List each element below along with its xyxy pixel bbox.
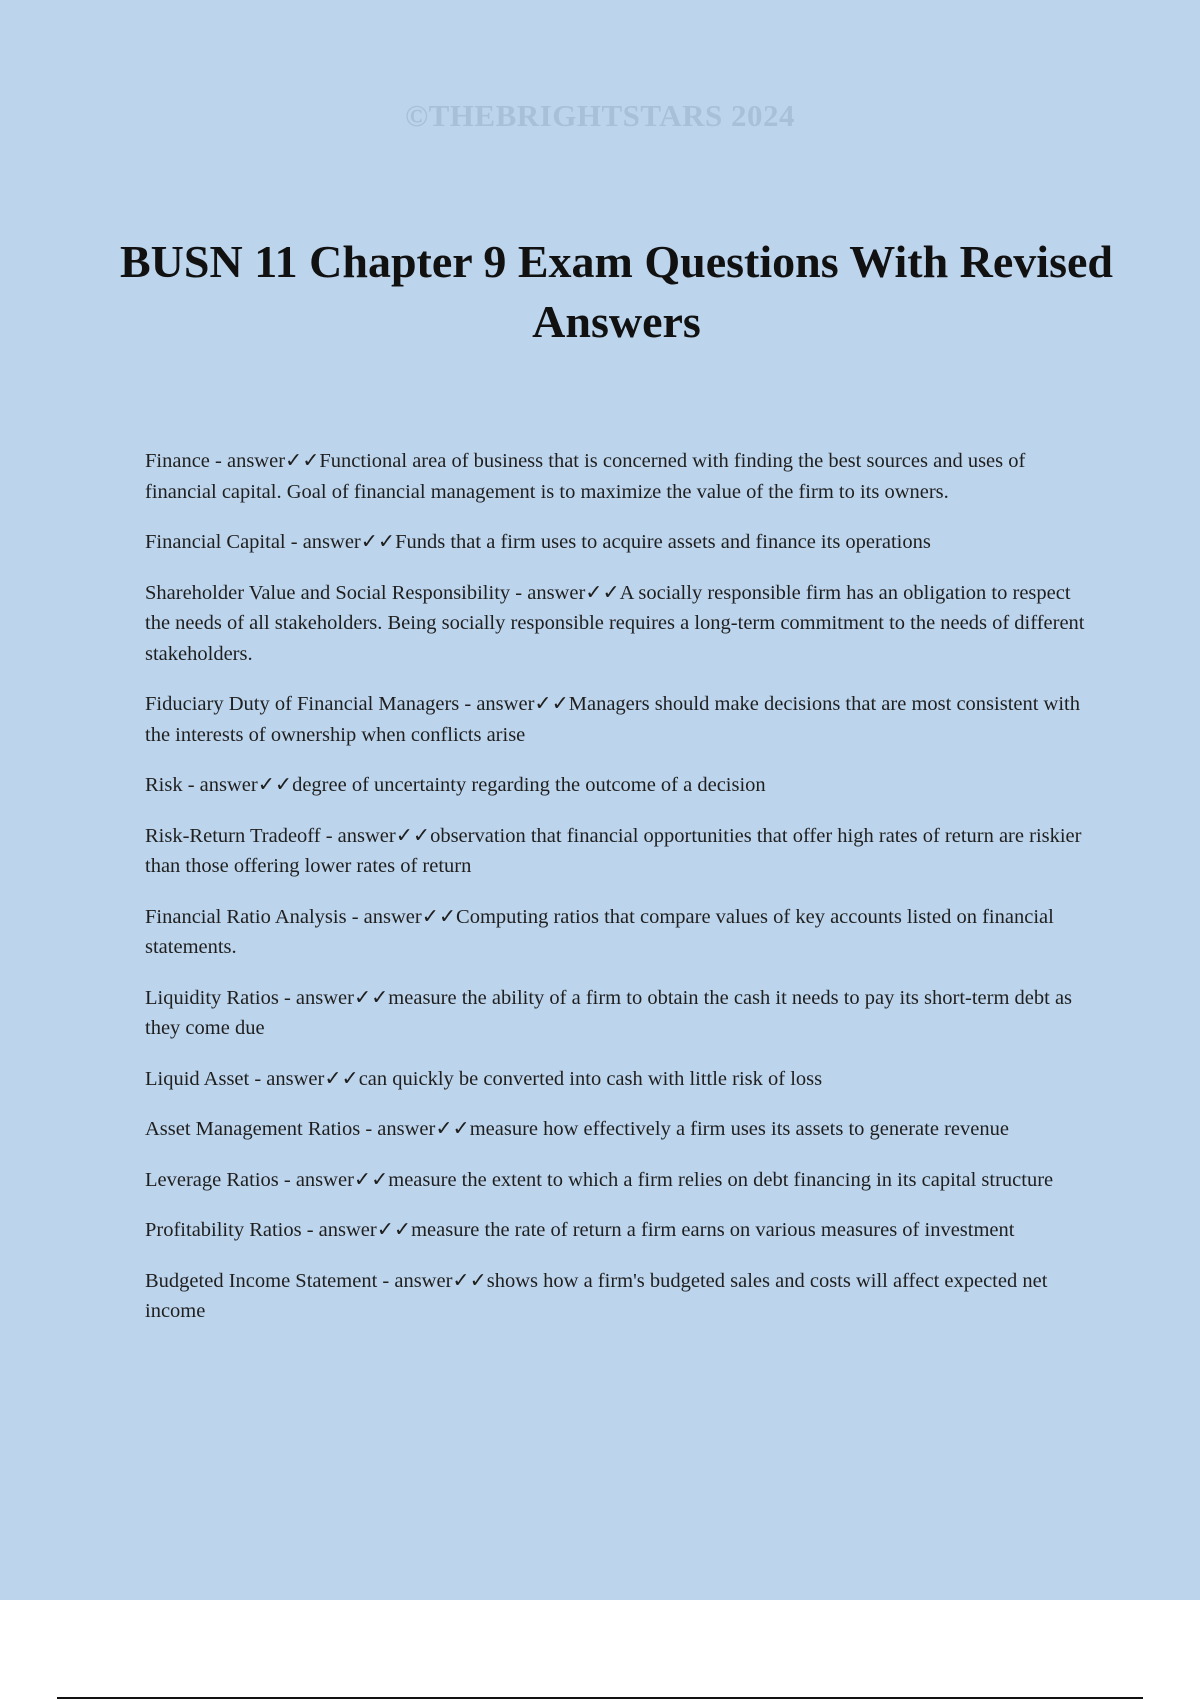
qa-item: Asset Management Ratios - answer✓✓measure how effectively a firm uses its assets to generate revenue (145, 1118, 1009, 1140)
footer-divider (57, 1697, 1143, 1699)
document-title: BUSN 11 Chapter 9 Exam Questions With Revised Answers (120, 236, 1113, 347)
qa-item: Risk - answer✓✓degree of uncertainty regarding the outcome of a decision (145, 774, 766, 796)
qa-item: Leverage Ratios - answer✓✓measure the extent to which a firm relies on debt financing in its capital structure (145, 1168, 1054, 1191)
qa-list (145, 446, 1090, 1347)
qa-item: Fiduciary Duty of Financial Managers - answer✓✓Managers should make decisions that are most consistent with the interests of ownership when conflicts arise (145, 693, 1081, 746)
qa-item: Liquidity Ratios - answer✓✓measure the ability of a firm to obtain the cash it needs to pay its short-term debt as they come due (145, 986, 1073, 1039)
qa-item: Financial Ratio Analysis - answer✓✓Computing ratios that compare values of key accounts listed on financial statements. (145, 905, 1054, 958)
qa-item: Risk-Return Tradeoff - answer✓✓observation that financial opportunities that offer high rates of return are riskier than those offering lower rates of return (145, 824, 1082, 877)
qa-item: Liquid Asset - answer✓✓can quickly be converted into cash with little risk of loss (145, 1067, 823, 1090)
qa-item: Budgeted Income Statement - answer✓✓shows how a firm's budgeted sales and costs will affect expected net income (145, 1269, 1048, 1322)
qa-item: Shareholder Value and Social Responsibility - answer✓✓A socially responsible firm has an obligation to respect the needs of all stakeholders. Being socially responsible requires a long-term commitment to the needs of different stakeholders. (145, 581, 1085, 665)
watermark: ©THEBRIGHTSTARS 2024 (404, 98, 796, 133)
qa-item: Financial Capital - answer✓✓Funds that a firm uses to acquire assets and finance its operations (145, 531, 931, 553)
qa-item: Finance - answer✓✓Functional area of business that is concerned with finding the best sources and uses of financial capital. Goal of financial management is to maximize the value of the firm to its owners. (145, 450, 1026, 503)
qa-item: Profitability Ratios - answer✓✓measure the rate of return a firm earns on various measures of investment (145, 1219, 1015, 1241)
